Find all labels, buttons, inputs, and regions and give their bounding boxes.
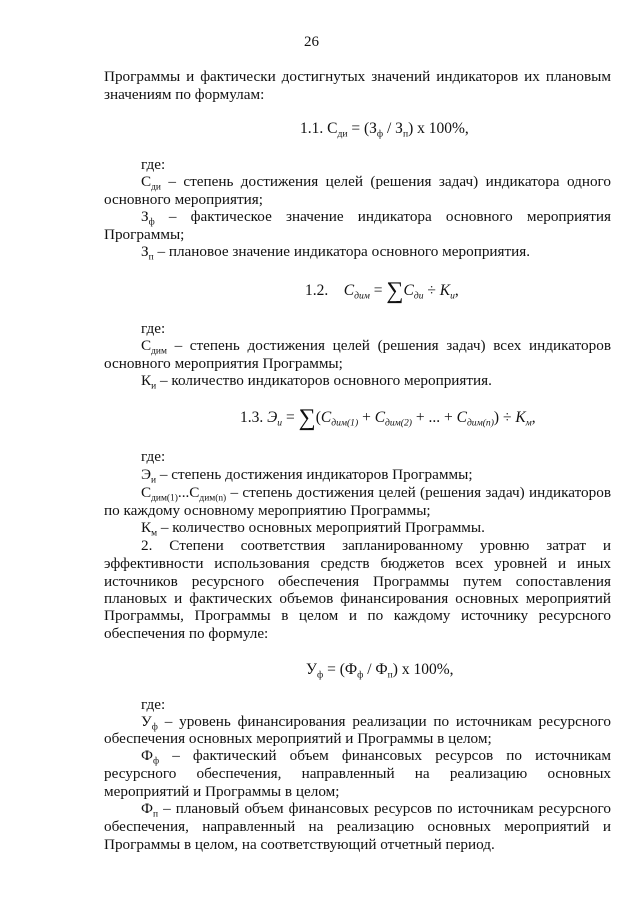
def2-line-2: основного мероприятия Программы; (104, 355, 343, 372)
def1-line-1: $С_{ди}$ – степень достижения целей (решения задач) индикатора одного (141, 173, 611, 193)
def4-line-6: $Ф_п$ – плановый объем финансовых ресурсов по источникам ресурсного (141, 800, 611, 820)
def1-line-5: $З_п$ – плановое значение индикатора основного мероприятия. (141, 243, 531, 263)
def2-line-1: $С_{дим}$ – степень достижения целей (решения задач) всех индикаторов (141, 337, 611, 357)
intro-line-1: Программы и фактически достигнутых значений индикаторов их плановым (104, 68, 611, 85)
def4-line-2: обеспечения основных мероприятий и Программы в целом; (104, 730, 492, 747)
para2-line-4: плановых и фактических объемов финансирования основных мероприятий (104, 590, 611, 607)
def3-line-2: $С_{дим(1)}...С_{дим(n)}$ – степень достижения целей (решения задач) индикаторов (141, 484, 611, 504)
formula-1-1: 1.1. $С_{ди} = (З_ф / З_п)$ х 100%, (300, 120, 469, 140)
def4-line-5: мероприятий и Программы в целом; (104, 783, 340, 800)
para2-line-3: источников ресурсного обеспечения Программы путем сопоставления (104, 573, 611, 590)
def4-line-7: обеспечения, направленный на реализацию основных мероприятий и (104, 818, 611, 835)
intro-line-2: значениям по формулам: (104, 86, 265, 103)
def1-line-2: основного мероприятия; (104, 191, 263, 208)
def4-line-1: $У_ф$ – уровень финансирования реализации по источникам ресурсного (141, 713, 611, 733)
para2-line-1: 2. Степени соответствия запланированному уровню затрат и (141, 537, 611, 554)
where-label-2: где: (141, 320, 166, 337)
para2-line-5: Программы, Программы в целом и по каждому источнику ресурсного (104, 607, 611, 624)
para2-line-6: обеспечения по формуле: (104, 625, 269, 642)
def1-line-3: $З_ф$ – фактическое значение индикатора основного мероприятия (141, 208, 611, 228)
def4-line-4: ресурсного обеспечения, направленный на реализацию основных (104, 765, 611, 782)
formula-2: $У_ф = (Ф_ф / Ф_п)$ х 100%, (306, 661, 454, 681)
def2-line-3: $К_и$ – количество индикаторов основного мероприятия. (141, 372, 492, 392)
def3-line-4: $К_м$ – количество основных мероприятий Программы. (141, 519, 485, 539)
where-label-1: где: (141, 156, 166, 173)
def3-line-3: по каждому основному мероприятию Программы; (104, 502, 431, 519)
def3-line-1: $Э_и$ – степень достижения индикаторов Программы; (141, 466, 473, 486)
def4-line-8: Программы в целом, на соответствующий отчетный период. (104, 836, 495, 853)
def4-line-3: $Ф_ф$ – фактический объем финансовых ресурсов по источникам (141, 747, 611, 767)
formula-1-3: 1.3. $Э_и = \sum(С_{дим(1)} + С_{дим(2)}$ + ... + $С_{дим(n)}) \div К_м$, (240, 405, 536, 431)
para2-line-2: эффективности использования средств бюджетов всех уровней и иных (104, 555, 611, 572)
def1-line-4: Программы; (104, 226, 185, 243)
page-number: 26 (304, 34, 319, 50)
formula-1-2: 1.2. $С_{дим} = \sum С_{ди} \div К_и$, (305, 278, 459, 304)
where-label-3: где: (141, 448, 166, 465)
where-label-4: где: (141, 696, 166, 713)
